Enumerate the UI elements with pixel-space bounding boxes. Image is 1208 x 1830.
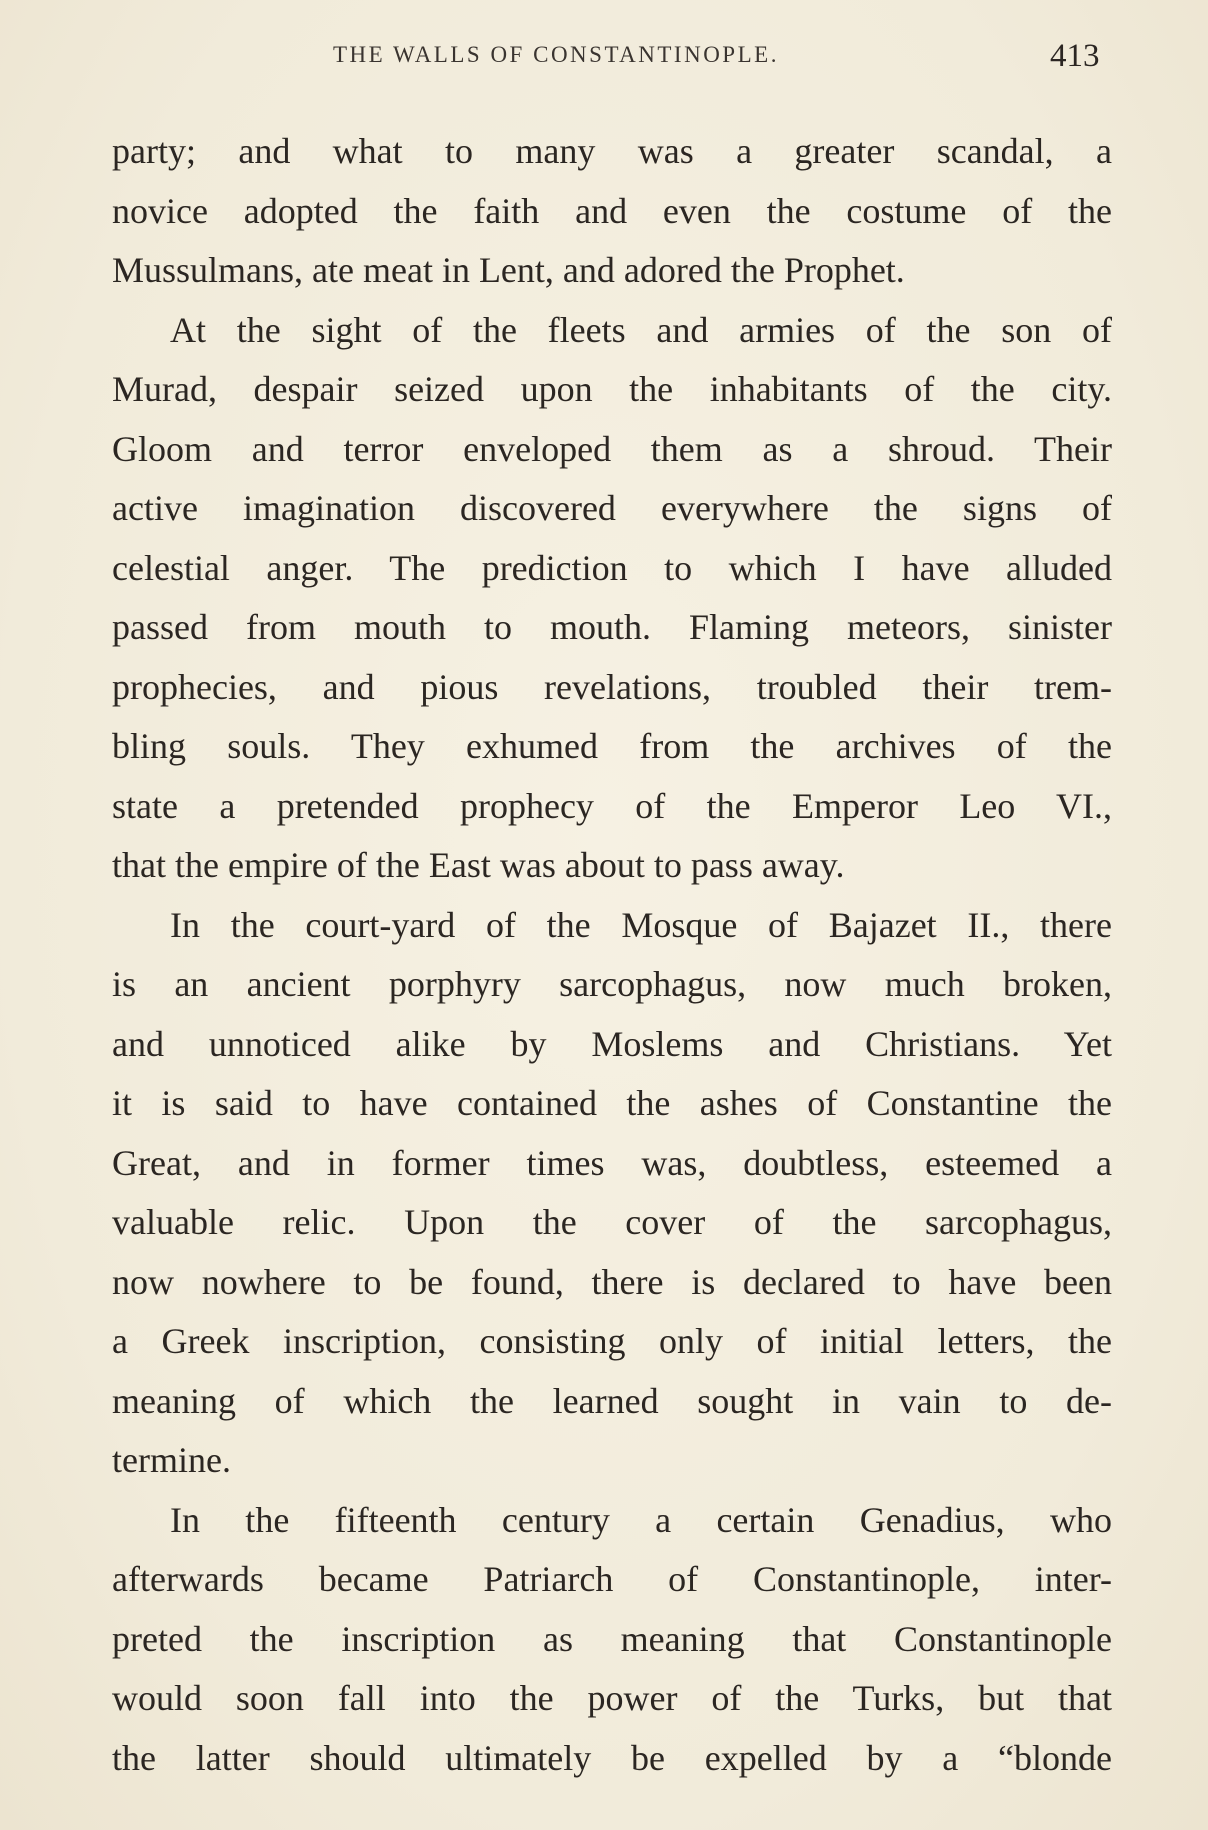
running-title: THE WALLS OF CONSTANTINOPLE. [333,42,779,67]
text-line: is an ancient porphyry sarcophagus, now much broken, [112,964,1112,1004]
text-line: In the court-yard of the Mosque of Bajazet II., there [170,904,1112,945]
text-line: state a pretended prophecy of the Emperor Leo VI., [112,785,1112,826]
text-line: that the empire of the East was about to pass away. [112,845,845,885]
text-line: a Greek inscription, consisting only of initial letters, the [112,1321,1112,1361]
text-line: celestial anger. The prediction to which I have alluded [112,547,1112,588]
body-text [112,122,1112,1788]
text-line: afterwards became Patriarch of Constantinople, inter- [112,1559,1112,1599]
page-number: 413 [1050,38,1100,74]
text-line: and unnoticed alike by Moslems and Christians. Yet [112,1023,1112,1064]
text-line: Gloom and terror enveloped them as a shroud. Their [112,428,1112,469]
text-line: meaning of which the learned sought in vain to de- [112,1380,1112,1421]
text-line: In the fifteenth century a certain Genadius, who [170,1499,1112,1540]
text-line: the latter should ultimately be expelled by a “blonde [112,1737,1112,1778]
text-line: preted the inscription as meaning that Constantinople [112,1618,1112,1659]
text-line: prophecies, and pious revelations, troubled their trem- [112,666,1112,707]
text-line: party; and what to many was a greater scandal, a [112,131,1112,171]
text-line: novice adopted the faith and even the costume of the [112,190,1112,231]
text-line: now nowhere to be found, there is declared to have been [112,1261,1112,1302]
text-line: valuable relic. Upon the cover of the sarcophagus, [112,1202,1112,1242]
text-line: it is said to have contained the ashes of Constantine the [112,1083,1112,1123]
text-line: bling souls. They exhumed from the archives of the [112,726,1112,766]
running-head [0,38,1208,78]
text-line: would soon fall into the power of the Turks, but that [112,1678,1112,1718]
text-line: At the sight of the fleets and armies of the son of [170,309,1112,350]
text-line: termine. [112,1440,231,1480]
text-line: Mussulmans, ate meat in Lent, and adored the Prophet. [112,250,905,290]
text-line: passed from mouth to mouth. Flaming meteors, sinister [112,607,1112,647]
text-line: Murad, despair seized upon the inhabitants of the city. [112,369,1112,409]
text-line: Great, and in former times was, doubtless, esteemed a [112,1142,1112,1183]
text-line: active imagination discovered everywhere the signs of [112,488,1112,528]
